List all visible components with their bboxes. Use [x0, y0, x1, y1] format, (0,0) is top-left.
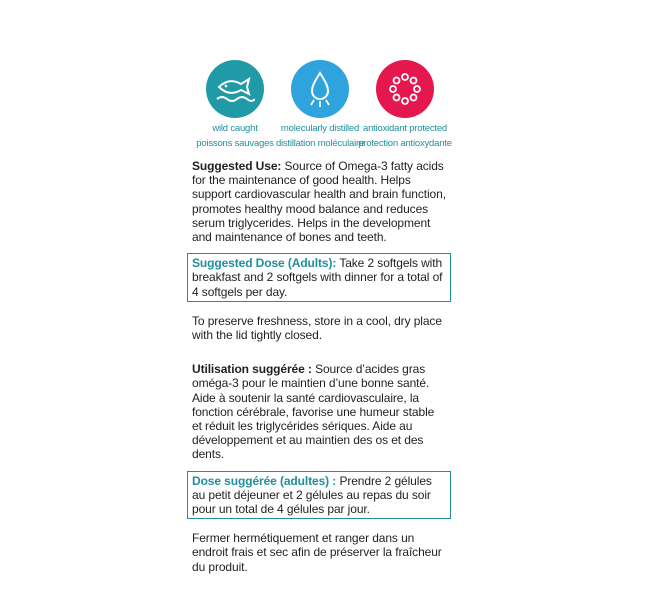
french-section	[192, 362, 447, 574]
suggested-use-heading: Suggested Use:	[192, 159, 282, 173]
dose-suggeree-box	[187, 471, 451, 520]
icon-label-en: wild caught	[212, 123, 258, 134]
storage-paragraph: To preserve freshness, store in a cool, dry place with the lid tightly closed.	[192, 313, 442, 343]
fish-icon	[206, 60, 264, 118]
icon-label-fr: distillation moléculaire	[275, 138, 365, 149]
utilisation-heading: Utilisation suggérée :	[192, 362, 312, 377]
conservation-paragraph: Fermer hermétiquement et ranger dans un endroit frais et sec afin de préserver la fraîcheur du produit.	[192, 531, 442, 574]
label-panel	[192, 60, 452, 574]
suggested-dose-heading: Suggested Dose (Adults):	[192, 256, 337, 271]
icon-label-en: molecularly distilled	[280, 123, 360, 134]
utilisation-text: Source d’acides gras oméga-3 pour le maintien d’une bonne santé. Aide à soutenir la santé cardiovasculaire, la fonction cérébrale, favorise une humeur stable et réduit les triglycérides sériques. Aide au développement et au maintien des os et des dents.	[192, 362, 435, 462]
icon-label-en: antioxidant protected	[363, 123, 447, 134]
feature-icons-row	[196, 60, 452, 151]
suggested-use-paragraph	[192, 159, 447, 244]
icon-label-fr: protection antioxydante	[358, 138, 452, 149]
droplet-icon	[291, 60, 349, 118]
feature-wild-caught	[196, 60, 274, 151]
suggested-dose-text: Take 2 softgels with breakfast and 2 softgels with dinner for a total of 4 softgels per day.	[192, 256, 443, 299]
dose-suggeree-text: Prendre 2 gélules au petit déjeuner et 2 gélules au repas du soir pour un total de 4 gélules par jour.	[192, 473, 432, 517]
icon-label-fr: poissons sauvages	[196, 138, 274, 149]
dose-suggeree-heading: Dose suggérée (adultes) :	[192, 473, 337, 488]
suggested-use-text: Source of Omega-3 fatty acids for the maintenance of good health. Helps support cardiovascular health and brain function, promotes healthy mood balance and reduces serum triglycerides. Helps in the development and maintenance of bones and teeth.	[192, 159, 446, 245]
feature-antioxidant-protected	[358, 60, 452, 151]
suggested-dose-box	[187, 253, 451, 302]
english-section	[192, 159, 447, 342]
feature-molecularly-distilled	[275, 60, 365, 151]
utilisation-paragraph	[192, 362, 447, 461]
antioxidant-ring-icon	[376, 60, 434, 118]
